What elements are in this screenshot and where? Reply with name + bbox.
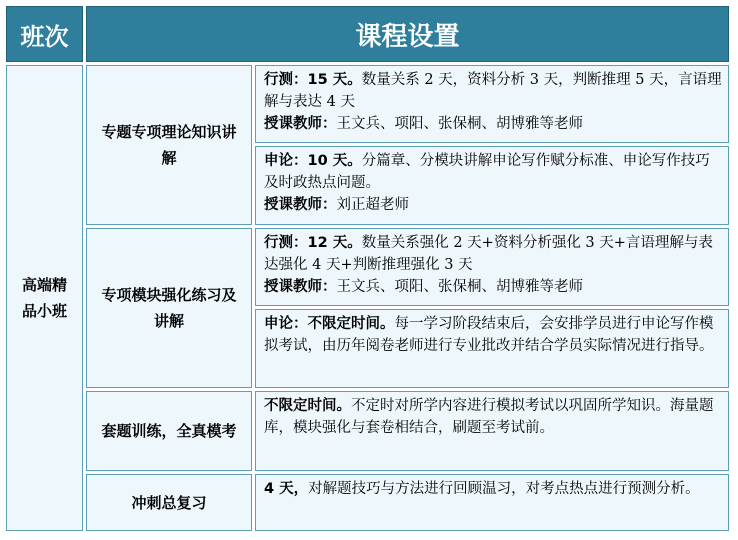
item-lead: 4 天，	[264, 481, 309, 497]
section-title-cell	[86, 474, 252, 531]
section-title: 套题训练，全真模考	[101, 422, 237, 440]
section-title-cell	[86, 391, 252, 471]
teacher-label: 授课教师：	[264, 197, 337, 213]
content-cell	[255, 391, 729, 471]
item-lead: 行测：12 天。	[264, 235, 362, 251]
item-lead: 行测：15 天。	[264, 72, 362, 88]
item-text: 数量关系 2 天，资料分析 3 天，判断推理 5 天，言语理解与表达 4 天	[264, 72, 722, 110]
item-description	[264, 232, 722, 276]
teacher-names: 刘正超老师	[336, 197, 409, 213]
item-description	[264, 69, 722, 113]
item-description	[264, 313, 722, 357]
item-text: 每一学习阶段结束后，会安排学员进行申论写作模拟考试，由历年阅卷老师进行专业批改并结合学员实际情况进行指导。	[264, 316, 714, 354]
teacher-label: 授课教师：	[264, 279, 337, 295]
content-cell	[255, 474, 729, 531]
header-class-column: 班次	[6, 6, 83, 62]
content-cell	[255, 309, 729, 388]
teacher-line	[264, 113, 722, 135]
content-cell	[255, 228, 729, 306]
item-text: 数量关系强化 2 天+资料分析强化 3 天+言语理解与表达强化 4 天+判断推理强化 3 天	[264, 235, 713, 273]
item-description	[264, 150, 722, 194]
teacher-line	[264, 194, 722, 216]
section-title: 冲刺总复习	[131, 493, 207, 512]
section-title-cell	[86, 228, 252, 388]
item-text: 对解题技巧与方法进行回顾温习，对考点热点进行预测分析。	[308, 481, 700, 497]
content-cell	[255, 146, 729, 225]
item-text: 不定时对所学内容进行模拟考试以巩固所学知识。海量题库，模块强化与套卷相结合，刷题至考试前。	[264, 398, 714, 436]
item-description	[264, 478, 722, 500]
class-name: 高端精品小班	[21, 276, 67, 320]
content-cell	[255, 65, 729, 143]
header-course-column: 课程设置	[86, 6, 729, 62]
item-lead: 不限定时间。	[264, 398, 351, 414]
item-lead: 申论：不限定时间。	[264, 316, 395, 332]
item-text: 分篇章、分模块讲解申论写作赋分标准、申论写作技巧及时政热点问题。	[264, 153, 710, 191]
section-title: 专题专项理论知识讲解	[101, 123, 237, 167]
item-description	[264, 395, 722, 439]
teacher-line	[264, 276, 722, 298]
class-name-cell	[6, 65, 83, 531]
item-lead: 申论：10 天。	[264, 153, 362, 169]
section-title-cell	[86, 65, 252, 225]
teacher-names: 王文兵、项阳、张保桐、胡博雅等老师	[336, 116, 583, 132]
teacher-label: 授课教师：	[264, 116, 337, 132]
teacher-names: 王文兵、项阳、张保桐、胡博雅等老师	[336, 279, 583, 295]
section-title: 专项模块强化练习及讲解	[101, 286, 237, 330]
